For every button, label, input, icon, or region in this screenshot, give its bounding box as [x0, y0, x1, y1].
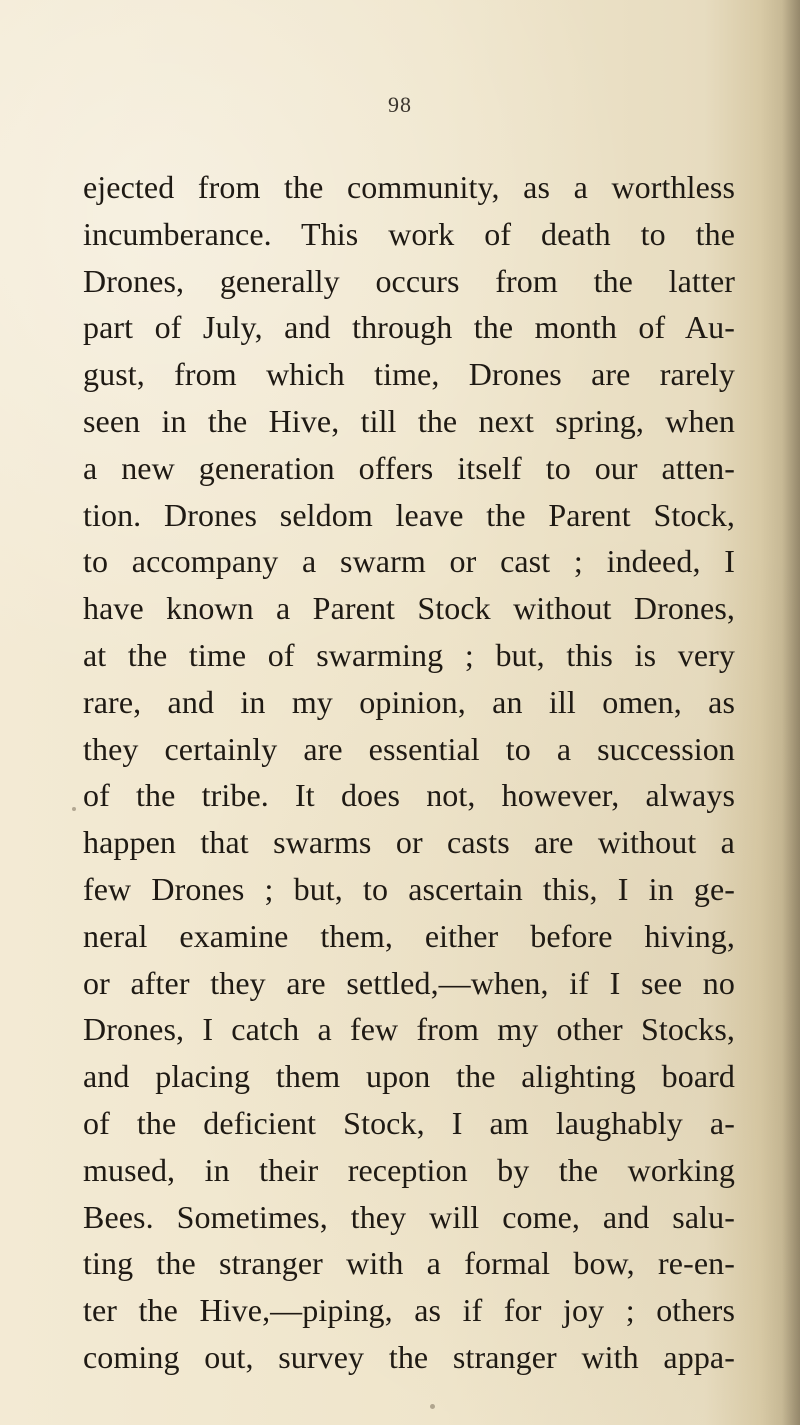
page-edge-shadow — [782, 0, 800, 1425]
text-line: have known a Parent Stock without Drones, — [83, 590, 735, 627]
text-line: a new generation offers itself to our atten- — [83, 449, 735, 486]
text-line: few Drones ; but, to ascertain this, I in ge- — [83, 870, 735, 907]
text-line: mused, in their reception by the working — [83, 1151, 735, 1188]
text-line: Drones, I catch a few from my other Stocks, — [83, 1011, 735, 1048]
text-line: or after they are settled,—when, if I see no — [83, 964, 735, 1001]
paper-speck — [72, 807, 76, 811]
text-line: neral examine them, either before hiving, — [83, 917, 735, 954]
text-line: ter the Hive,—piping, as if for joy ; others — [83, 1292, 735, 1329]
body-text — [83, 164, 735, 1381]
text-line: and placing them upon the alighting board — [83, 1058, 735, 1095]
text-line: coming out, survey the stranger with appa- — [83, 1338, 735, 1375]
text-line: rare, and in my opinion, an ill omen, as — [83, 683, 735, 720]
text-line: part of July, and through the month of Au- — [83, 309, 735, 346]
text-line: happen that swarms or casts are without a — [83, 824, 735, 861]
text-line: tion. Drones seldom leave the Parent Stock, — [83, 496, 735, 533]
text-line: Bees. Sometimes, they will come, and salu- — [83, 1198, 735, 1235]
text-line: Drones, generally occurs from the latter — [83, 262, 735, 299]
text-line: incumberance. This work of death to the — [83, 215, 735, 252]
text-line: gust, from which time, Drones are rarely — [83, 356, 735, 393]
text-line: they certainly are essential to a succession — [83, 730, 735, 767]
page-number: 98 — [388, 92, 412, 117]
text-line: to accompany a swarm or cast ; indeed, I — [83, 543, 735, 580]
paper-speck — [430, 1404, 435, 1409]
text-line: of the tribe. It does not, however, always — [83, 777, 735, 814]
text-line: of the deficient Stock, I am laughably a- — [83, 1104, 735, 1141]
text-line: seen in the Hive, till the next spring, when — [83, 402, 735, 439]
text-line: ejected from the community, as a worthless — [83, 169, 735, 205]
text-line: at the time of swarming ; but, this is very — [83, 636, 735, 673]
text-line: ting the stranger with a formal bow, re-en- — [83, 1245, 735, 1282]
